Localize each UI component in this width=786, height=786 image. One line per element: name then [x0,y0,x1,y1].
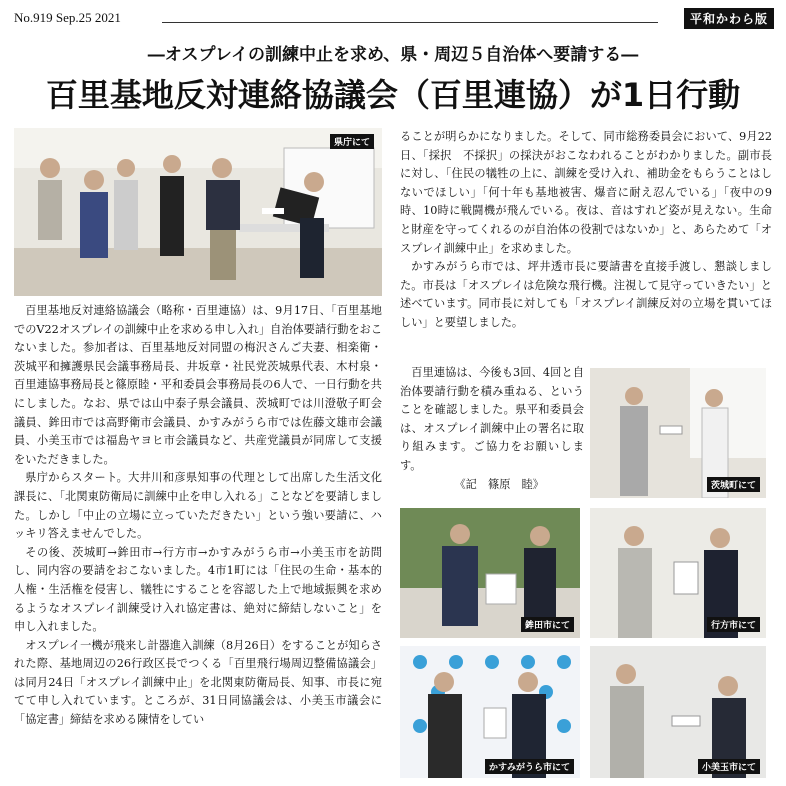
paragraph: 百里基地反対連絡協議会（略称・百里連協）は、9月17日、「百里基地でのV22オスプレイの訓練中止を求める申し入れ」自治体要請行動をおこないました。参加者は、百里基地反対同盟の梅沢さんご夫妻、相楽衛・茨城平和擁護県民会議事務局長、井坂章・社民党茨城県代表、木村泉・百里連協事務局長と篠原睦・平和委員会事務局長の6人で、一日行動を共にしました。なお、県では山中泰子県会議員、茨城町では川澄敬子町会議員、鉾田市では高野衛市会議員、かすみがうら市では佐藤文雄市会議員、小美玉市では福島ヤヨヒ市会議員など、共産党議員が同席して支援をいただきました。 [14,304,383,466]
paragraph: かすみがうら市では、坪井透市長に要請書を直接手渡し、懇談しました。市長は「オスプレイは危険な飛行機。注視して見守っていきたい」と述べています。同市長に対しても「オスプレイ訓練反対の立場を貫いてほしい」と要望しました。 [400,260,772,329]
article-right-column [400,128,772,333]
article-closing [400,364,584,494]
photo-caption-ibaraki: 茨城町にて [707,477,760,492]
article-left-column [14,302,382,730]
paragraph: その後、茨城町→鉾田市→行方市→かすみがうら市→小美玉市を訪問し、同内容の要請をおこないました。4市1町には「住民の生命・基本的人権・生活権を侵害し、犠牲にすることを容認した上で地域振興を求めるようなオスプレイ訓練受け入れ協定書は、絶対に締結しないこと」を申し入れました。 [14,545,382,634]
paragraph: 百里連協は、今後も3回、4回と自治体要請行動を積み重ねる、ということを確認しました。県平和委員会は、オスプレイ訓練中止の署名に取り組みます。ご協力をお願いします。 [400,366,584,472]
photo-ibaraki-town [590,368,766,498]
photo-omitama-city [590,646,766,778]
photo-prefecture-office-image [14,128,382,296]
photo-caption-namegata: 行方市にて [707,617,760,632]
author-signature: 《記 篠原 睦》 [454,477,544,491]
paragraph: 県庁からスタート。大井川和彦県知事の代理として出席した生活文化課長に、「北関東防衛局に訓練中止を申し入れる」ことなどを要請しました。しかし「中止の立場に立っていただきたい」という強い要請に、ハッキリ答えませんでした。 [14,471,382,541]
photo-namegata-city [590,508,766,638]
issue-number: No.919 Sep.25 2021 [14,10,121,25]
newsletter-brand: 平和かわら版 [684,8,774,29]
photo-caption-omitama: 小美玉市にて [698,759,760,774]
paragraph: ることが明らかになりました。そして、同市総務委員会において、9月22日、「採択 不採択」の採決がおこなわれることがわかりました。副市長に対し、「住民の犠牲の上に、訓練を受け入れ、補助金をもらうことはしないでほしい」「何十年も基地被害、爆音に耐え忍んでいる」「夜中の9時、10時に戦闘機が飛んでいる。夜は、音はすれど姿が見えない。生命と財産を守ってくれるのが自治体の役割ではないか」と、あらためて「オスプレイ訓練中止」を求めました。 [400,130,772,255]
photo-caption-kasumigaura: かすみがうら市にて [485,759,574,774]
paragraph: オスプレイ一機が飛来し計器進入訓練（8月26日）をすることが知らされた際、基地周辺の26行政区長でつくる「百里飛行場周辺整備協議会」は同月24日「オスプレイ訓練中止」を北関東防衛局長、知事、市長に宛てて申し入れています。ところが、31日同協議会は、小美玉市議会に「協定書」締結を求める陳情をしてい [14,638,382,727]
masthead [14,8,774,28]
photo-prefecture-office [14,128,382,296]
photo-caption-prefecture: 県庁にて [330,134,374,149]
photo-kasumigaura-city [400,646,580,778]
photo-hokota-city [400,508,580,638]
photo-caption-hokota: 鉾田市にて [521,617,574,632]
article-headline: 百里基地反対連絡協議会（百里連協）が1日行動 [45,76,741,114]
header-rule [162,22,658,23]
article-subtitle: ―オスプレイの訓練中止を求め、県・周辺５自治体へ要請する― [147,45,639,65]
